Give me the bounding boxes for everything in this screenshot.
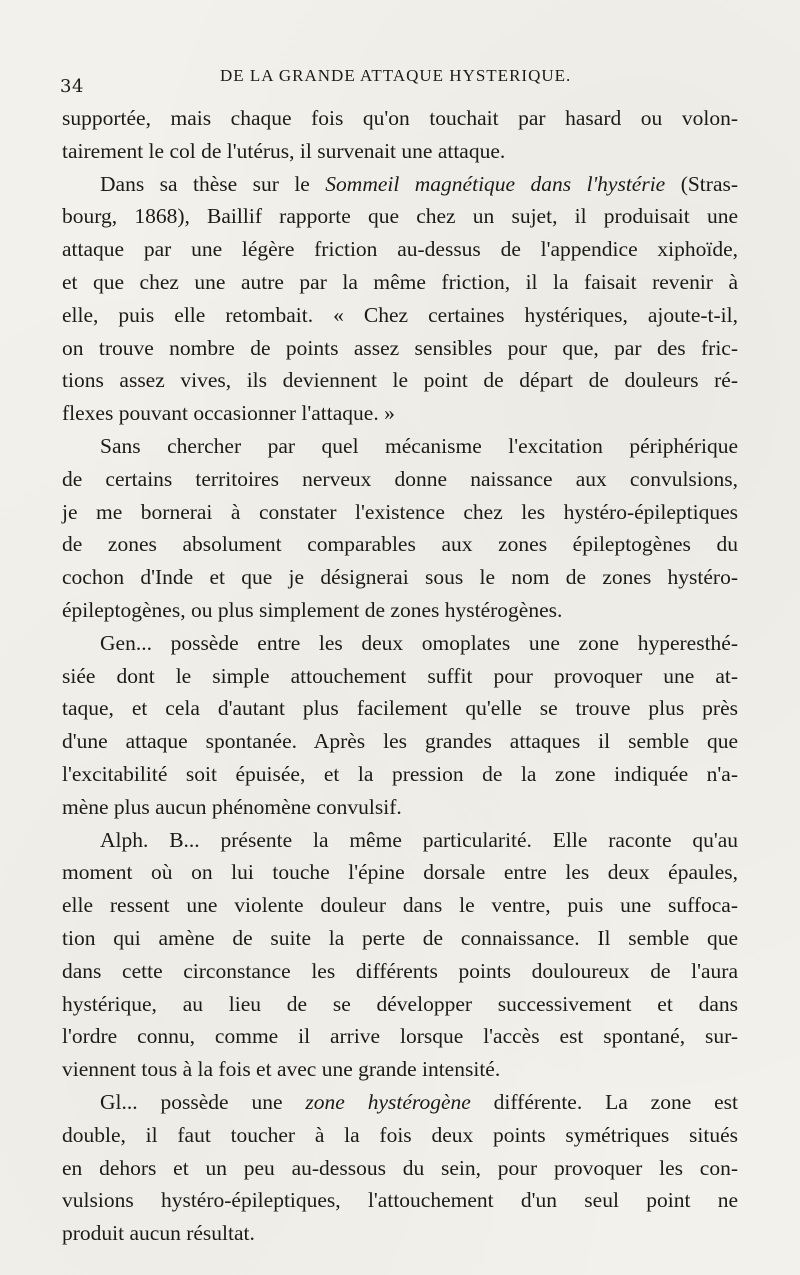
paragraph-1: [62, 102, 738, 168]
text-run: Dans sa thèse sur le: [100, 171, 310, 196]
text-line: Sans chercher par quel mécanisme l'excitation périphérique: [100, 433, 738, 458]
text-line: double, il faut toucher à la fois deux points symétriques situés: [62, 1122, 738, 1147]
text-line: moment où on lui touche l'épine dorsale entre les deux épaules,: [62, 860, 738, 885]
text-line: et que chez une autre par la même friction, il la faisait revenir à: [62, 269, 738, 294]
text-line: elle ressent une violente douleur dans le ventre, puis une suffoca-: [62, 893, 738, 918]
text-line: épileptogènes, ou plus simplement de zones hystérogènes.: [62, 597, 563, 622]
running-head: DE LA GRANDE ATTAQUE HYSTERIQUE.: [220, 66, 572, 85]
paragraph-3: [62, 430, 738, 627]
body-text: [62, 102, 738, 1250]
text-line: cochon d'Inde et que je désignerai sous le nom de zones hystéro-: [62, 565, 738, 590]
paragraph-6: [62, 1086, 738, 1250]
text-line: d'une attaque spontanée. Après les grandes attaques il semble que: [62, 729, 738, 754]
paragraph-5: [62, 824, 738, 1086]
text-line: l'excitabilité soit épuisée, et la pression de la zone indiquée n'a-: [62, 761, 738, 786]
text-line: bourg, 1868), Baillif rapporte que chez un sujet, il produisait une: [62, 204, 738, 229]
text-line: en dehors et un peu au-dessous du sein, pour provoquer les con-: [62, 1155, 738, 1180]
text-line: tairement le col de l'utérus, il survenait une attaque.: [62, 138, 506, 163]
text-line: vulsions hystéro-épileptiques, l'attouchement d'un seul point ne: [62, 1188, 738, 1213]
text-line: viennent tous à la fois et avec une grande intensité.: [62, 1057, 501, 1082]
text-line: hystérique, au lieu de se développer successivement et dans: [62, 991, 738, 1016]
italic-term: zone hystérogène: [305, 1089, 471, 1114]
text-line: tions assez vives, ils deviennent le point de départ de douleurs ré-: [62, 368, 738, 393]
text-line: flexes pouvant occasionner l'attaque. »: [62, 401, 395, 426]
text-line: l'ordre connu, comme il arrive lorsque l'accès est spontané, sur-: [62, 1024, 738, 1049]
page-number: 34: [60, 76, 84, 97]
paragraph-2: [62, 168, 738, 430]
text-line: Alph. B... présente la même particularité. Elle raconte qu'au: [100, 827, 738, 852]
text-line: [62, 1086, 738, 1119]
text-run: différente. La zone est: [493, 1089, 739, 1114]
book-title: Sommeil magnétique dans l'hystérie: [325, 171, 666, 196]
text-line: Gen... possède entre les deux omoplates une zone hyperesthé-: [100, 630, 738, 655]
text-line: [62, 168, 738, 201]
text-line: produit aucun résultat.: [62, 1221, 255, 1246]
text-line: on trouve nombre de points assez sensibles pour que, par des fric-: [62, 335, 738, 360]
page-header: [60, 64, 750, 96]
text-line: elle, puis elle retombait. « Chez certaines hystériques, ajoute-t-il,: [62, 302, 738, 327]
paragraph-4: [62, 627, 738, 824]
text-line: siée dont le simple attouchement suffit pour provoquer une at-: [62, 663, 738, 688]
text-line: dans cette circonstance les différents points douloureux de l'aura: [62, 958, 738, 983]
text-line: attaque par une légère friction au-dessus de l'appendice xiphoïde,: [62, 237, 738, 262]
text-run: (Stras-: [680, 171, 739, 196]
text-run: Gl... possède une: [100, 1089, 283, 1114]
text-line: mène plus aucun phénomène convulsif.: [62, 794, 402, 819]
text-line: de zones absolument comparables aux zones épileptogènes du: [62, 532, 738, 557]
text-line: de certains territoires nerveux donne naissance aux convulsions,: [62, 466, 738, 491]
text-line: taque, et cela d'autant plus facilement qu'elle se trouve plus près: [62, 696, 738, 721]
text-line: tion qui amène de suite la perte de connaissance. Il semble que: [62, 925, 738, 950]
text-line: supportée, mais chaque fois qu'on touchait par hasard ou volon-: [62, 106, 738, 130]
text-line: je me bornerai à constater l'existence chez les hystéro-épileptiques: [62, 499, 738, 524]
